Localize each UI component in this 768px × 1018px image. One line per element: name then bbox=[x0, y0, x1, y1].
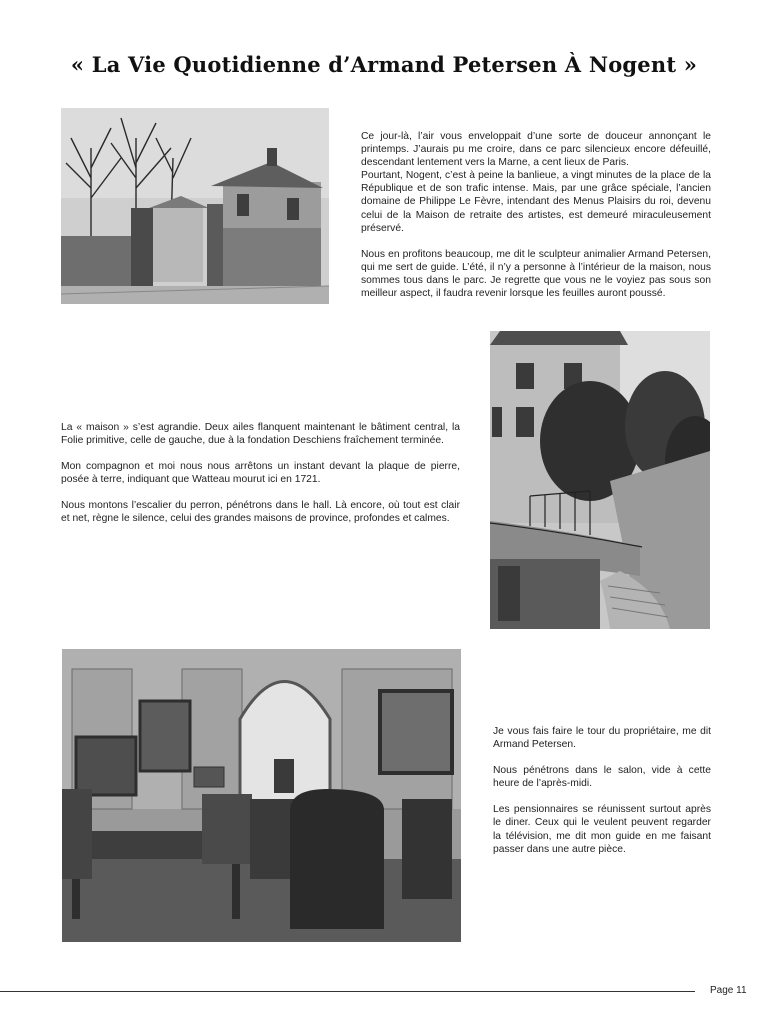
salon-paragraph-2: Nous pénétrons dans le salon, vide à cette heure de l’après-midi. bbox=[493, 765, 711, 790]
visit-text bbox=[61, 421, 460, 526]
visit-paragraph-2: Mon compagnon et moi nous nous arrêtons un instant devant la plaque de pierre, posée à terre, indiquant que Watteau mourut ici en 1721. bbox=[61, 461, 460, 486]
exterior-photo bbox=[61, 108, 329, 304]
salon-paragraph-3: Les pensionnaires se réunissent surtout après le diner. Ceux qui le veulent peuvent regarder la télévision, me dit mon guide en me faisant passer dans une autre pièce. bbox=[493, 804, 711, 855]
gatehouse-photo-icon bbox=[61, 108, 329, 304]
article-title: « La Vie Quotidienne d’Armand Petersen À Nogent » bbox=[70, 52, 698, 77]
intro-paragraph-2: Pourtant, Nogent, c’est à peine la banlieue, a vingt minutes de la place de la République et de son trafic intense. Mais, par une grâce spéciale, l’ancien domaine de Philippe Le Fèvre, intendant des Menus Plaisirs du roi, devenu celui de la Maison de retraite des artistes, est demeuré miraculeusement préservé. bbox=[361, 170, 711, 234]
salon-photo bbox=[62, 649, 461, 942]
intro-paragraph-1: Ce jour-là, l’air vous enveloppait d’une sorte de douceur annonçant le printemps. J’aurais pu me croire, dans ce parc silencieux encore défeuillé, descendant lentement vers la Marne, a cent lieux de Paris. bbox=[361, 131, 711, 169]
page-number: Page 11 bbox=[710, 985, 747, 996]
footer-divider bbox=[0, 991, 695, 992]
intro-paragraph-3: Nous en profitons beaucoup, me dit le sculpteur animalier Armand Petersen, qui me sert de guide. L’été, il n’y a personne à l’intérieur de la maison, nous sommes tous dans le parc. Je regrette que vous ne le voyiez pas sous son meilleur aspect, il faudra revenir lorsque les feuilles auront poussé. bbox=[361, 248, 711, 300]
salon-paragraph-1: Je vous fais faire le tour du propriétaire, me dit Armand Petersen. bbox=[493, 726, 711, 751]
visit-paragraph-3: Nous montons l’escalier du perron, pénétrons dans le hall. Là encore, où tout est clair et net, règne le silence, celui des grandes maisons de province, profondes et calmes. bbox=[61, 500, 460, 525]
salon-interior-photo-icon bbox=[62, 649, 461, 942]
salon-text bbox=[493, 725, 711, 856]
staircase-park-photo-icon bbox=[490, 331, 710, 629]
park-photo bbox=[490, 331, 710, 629]
visit-paragraph-1: La « maison » s’est agrandie. Deux ailes flanquent maintenant le bâtiment central, la Folie primitive, celle de gauche, due à la fondation Deschiens fraîchement terminée. bbox=[61, 422, 460, 447]
intro-text bbox=[361, 130, 711, 300]
